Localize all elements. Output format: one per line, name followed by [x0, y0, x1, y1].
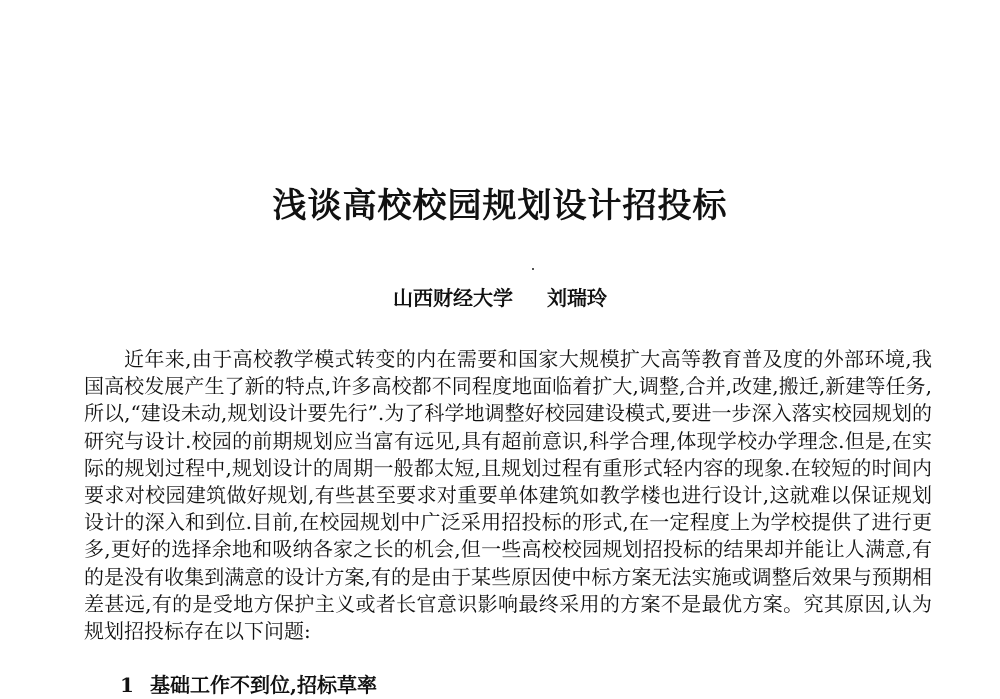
- article-title: 浅谈高校校园规划设计招投标: [272, 186, 728, 226]
- author-affiliation: 山西财经大学: [393, 286, 513, 310]
- section-number: 1: [120, 673, 134, 697]
- scan-speck: [532, 268, 534, 270]
- intro-paragraph: 近年来,由于高校教学模式转变的内在需要和国家大规模扩大高等教育普及度的外部环境,我国高校发展产生了新的特点,许多高校都不同程度地面临着扩大,调整,合并,改建,搬迁,新建等任务,所以,“建设未动,规划设计要先行”.为了科学地调整好校园建设模式,要进一步深入落实校园规划的研究与设计.校园的前期规划应当富有远见,具有超前意识,科学合理,体现学校办学理念.但是,在实际的规划过程中,规划设计的周期一般都太短,且规划过程有重形式轻内容的现象.在较短的时间内要求对校园建筑做好规划,有些甚至要求对重要单体建筑如教学楼也进行设计,这就难以保证规划设计的深入和到位.目前,在校园规划中广泛采用招投标的形式,在一定程度上为学校提供了进行更多,更好的选择余地和吸纳各家之长的机会,但一些高校校园规划招投标的结果却并能让人满意,有的是没有收集到满意的设计方案,有的是由于某些原因使中标方案无法实施或调整后效果与预期相差甚远,有的是受地方保护主义或者长官意识影响最终采用的方案不是最优方案。究其原因,认为规划招投标存在以下问题:: [84, 347, 932, 644]
- section-title: 基础工作不到位,招标草率: [150, 673, 377, 697]
- section-heading: [120, 672, 820, 699]
- byline: [0, 286, 1000, 310]
- author-name: 刘瑞玲: [547, 286, 607, 310]
